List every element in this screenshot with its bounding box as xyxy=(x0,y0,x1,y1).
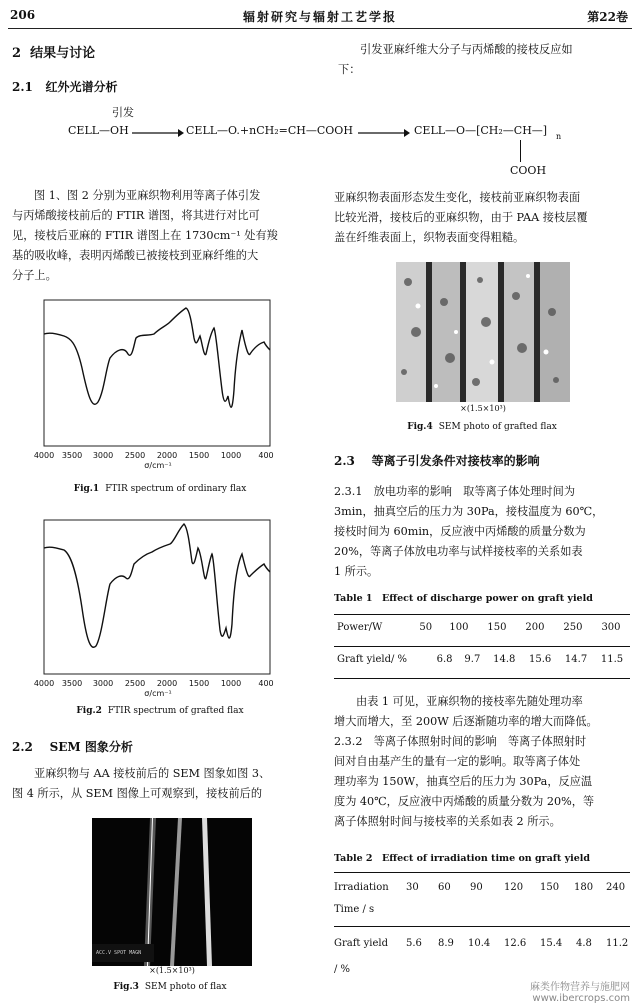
fig4-sem-fibers xyxy=(396,262,570,402)
fig1-tick: 2000 xyxy=(156,451,178,460)
table1-mid-rule xyxy=(334,646,630,647)
fig3-sem-image xyxy=(92,818,252,966)
initiator-label: 引发 xyxy=(112,106,134,119)
svg-text:ACC.V SPOT MAGN: ACC.V SPOT MAGN xyxy=(96,950,142,956)
table1-cell: 15.6 xyxy=(529,654,552,665)
fig2-tick: 3500 xyxy=(61,679,83,688)
text-line: 理功率为 150W，抽真空后的压力为 30Pa，反应温 xyxy=(334,775,593,788)
table2-cell: 150 xyxy=(540,882,560,893)
product-subscript: n xyxy=(556,132,562,141)
table2-cell: Time / s xyxy=(334,904,375,915)
text-line: 度为 40℃，反应液中丙烯酸的质量分数为 20%，等 xyxy=(334,795,595,808)
fig3-caption xyxy=(60,982,280,992)
table2-cell: 120 xyxy=(504,882,524,893)
table2-cell: 8.9 xyxy=(438,938,454,949)
table2-top-rule xyxy=(334,872,630,873)
fig2-caption-text: FTIR spectrum of grafted flax xyxy=(107,706,244,716)
text-line: 3min，抽真空后的压力为 30Pa，接枝温度为 60℃， xyxy=(334,505,604,518)
reaction-arrow-1 xyxy=(132,128,184,138)
text-line: 增大而增大，至 200W 后逐渐随功率的增大而降低。 xyxy=(334,715,598,728)
table1-cell: 6.8 xyxy=(436,654,453,665)
fig1-ftir-chart xyxy=(33,298,280,470)
fig1-spectrum xyxy=(44,308,270,407)
fig2-caption xyxy=(30,706,290,716)
header-rule xyxy=(8,28,632,29)
right-paragraph-4 xyxy=(334,692,630,832)
reaction-scheme xyxy=(0,104,640,184)
table1-cell: 14.8 xyxy=(493,654,516,665)
fig2-tick: 2500 xyxy=(124,679,146,688)
fig2-tick: 1500 xyxy=(188,679,210,688)
fig1-label: Fig.1 xyxy=(73,484,100,494)
fig4-scale: ×(1.5×10³) xyxy=(460,404,506,413)
text-line: 下： xyxy=(338,63,361,76)
fig3-caption-text: SEM photo of flax xyxy=(144,982,227,992)
section-number: 2 xyxy=(12,46,22,61)
text-line: 2.3.1 放电功率的影响 取等离子体处理时间为 xyxy=(334,485,576,498)
text-line: 与丙烯酸接枝前后的 FTIR 谱图，将其进行对比可 xyxy=(12,209,260,222)
table2-cell: 11.2 xyxy=(606,938,629,949)
table1-top-rule xyxy=(334,614,630,615)
fig2-ftir-chart xyxy=(33,518,280,698)
fig3-sem-fibers xyxy=(92,818,252,966)
table1-cell: 150 xyxy=(487,622,507,633)
fig1-frame xyxy=(44,300,270,446)
pendant-bond xyxy=(520,140,521,162)
text-line: 见，接枝后亚麻的 FTIR 谱图上在 1730cm⁻¹ 处有羧 xyxy=(12,229,278,242)
fig1-caption xyxy=(30,484,290,494)
s22-title: SEM 图象分析 xyxy=(49,740,133,754)
table1-cell: 9.7 xyxy=(464,654,481,665)
fig1-tick: 3500 xyxy=(61,451,83,460)
intermediate: CELL—O.+nCH₂=CH—COOH xyxy=(186,124,353,137)
s23-title: 等离子引发条件对接枝率的影响 xyxy=(371,454,540,468)
pendant-group: COOH xyxy=(510,164,547,177)
s22-number: 2.2 xyxy=(12,740,33,754)
text-line: 基的吸收峰，表明丙烯酸已被接枝到亚麻纤维的大 xyxy=(12,249,259,262)
table2-cell: Graft yield xyxy=(334,938,388,949)
text-line: 分子上。 xyxy=(12,269,57,282)
table2-cell: 4.8 xyxy=(576,938,592,949)
text-line: 盖在纤维表面上，织物表面变得粗糙。 xyxy=(334,231,525,244)
table2-cell: 240 xyxy=(606,882,626,893)
text-line: 2.3.2 等离子体照射时间的影响 等离子体照射时 xyxy=(334,735,587,748)
table2-cell: Irradiation xyxy=(334,882,389,893)
fig1-tick: 1500 xyxy=(188,451,210,460)
fig2-tick: 400 xyxy=(258,679,274,688)
table1-row2 xyxy=(334,654,630,665)
table2-cell: 30 xyxy=(406,882,419,893)
table2-cell: 10.4 xyxy=(468,938,491,949)
fig1-x-ticks xyxy=(34,451,274,460)
right-paragraph-2 xyxy=(334,188,630,248)
table1-cell: Graft yield/ % xyxy=(337,654,408,665)
table1-cell: 11.5 xyxy=(600,654,624,665)
left-paragraph-1 xyxy=(12,186,312,286)
text-line: 离子体照射时间与接枝率的关系如表 2 所示。 xyxy=(334,815,561,828)
subsection-2-1 xyxy=(12,78,117,95)
text-line: 引发亚麻纤维大分子与丙烯酸的接枝反应如 xyxy=(360,43,573,56)
table1-row xyxy=(334,622,630,633)
volume-label: 第22卷 xyxy=(587,10,628,24)
table1-cell: 14.7 xyxy=(564,654,588,665)
table2-mid-rule xyxy=(334,926,630,927)
table1-cell: 100 xyxy=(449,622,469,633)
fig1-tick: 400 xyxy=(258,451,274,460)
table1-row xyxy=(334,654,630,665)
fig2-xlabel: σ/cm⁻¹ xyxy=(144,689,172,698)
fig2-tick: 2000 xyxy=(156,679,178,688)
text-line: 图 4 所示，从 SEM 图像上可观察到，接枝前后的 xyxy=(12,787,263,800)
section-title: 结果与讨论 xyxy=(30,46,96,61)
table2-title: Table 2 Effect of irradiation time on graft yield xyxy=(334,853,591,864)
subsection-2-2 xyxy=(12,738,133,755)
fig2-tick: 3000 xyxy=(92,679,114,688)
text-line: 间对自由基产生的量有一定的影响。取等离子体处 xyxy=(334,755,581,768)
s23-number: 2.3 xyxy=(334,454,355,468)
text-line: 由表 1 可见，亚麻织物的接枝率先随处理功率 xyxy=(356,695,583,708)
fig2-tick: 4000 xyxy=(33,679,55,688)
table2-cell: 60 xyxy=(438,882,451,893)
text-line: 接枝时间为 60min，反应液中丙烯酸的质量分数为 xyxy=(334,525,586,538)
table1-cell: 50 xyxy=(419,622,433,633)
fig1-caption-text: FTIR spectrum of ordinary flax xyxy=(105,484,247,494)
fig1-tick: 3000 xyxy=(92,451,114,460)
fig1-tick: 4000 xyxy=(33,451,55,460)
fig4-caption-text: SEM photo of grafted flax xyxy=(438,422,557,432)
reaction-arrow-2 xyxy=(358,128,410,138)
table1-cell: 200 xyxy=(525,622,545,633)
subsection-2-3 xyxy=(334,452,540,469)
fig4-caption xyxy=(372,422,592,432)
fig2-label: Fig.2 xyxy=(76,706,102,716)
s21-title: 红外光谱分析 xyxy=(45,80,118,94)
text-line: 20%，等离子体放电功率与试样接枝率的关系如表 xyxy=(334,545,583,558)
table2-cell: 90 xyxy=(470,882,483,893)
text-line: 亚麻织物与 AA 接枝前后的 SEM 图象如图 3、 xyxy=(34,767,271,780)
fig3-scale: ×(1.5×10³) xyxy=(149,966,195,975)
table1-title: Table 1 Effect of discharge power on graft yield xyxy=(334,593,593,604)
s21-number: 2.1 xyxy=(12,80,33,94)
table1-bottom-rule xyxy=(334,678,630,679)
fig2-tick: 1000 xyxy=(220,679,242,688)
table2-cell: / % xyxy=(334,964,351,975)
fig1-xlabel: σ/cm⁻¹ xyxy=(144,461,172,470)
table1-cell: Power/W xyxy=(337,622,383,633)
table2-cell: 5.6 xyxy=(406,938,422,949)
table2-cell: 15.4 xyxy=(540,938,563,949)
watermark: 麻类作物营养与施肥网 www.ibercrops.com xyxy=(530,982,630,1004)
table2-cell: 180 xyxy=(574,882,594,893)
fig2-x-ticks xyxy=(34,679,274,688)
text-line: 亚麻织物表面形态发生变化，接枝前亚麻织物表面 xyxy=(334,191,581,204)
journal-title: 辐射研究与辐射工艺学报 xyxy=(242,10,397,24)
text-line: 比较光滑，接枝后的亚麻织物，由于 PAA 接枝层覆 xyxy=(334,211,588,224)
left-paragraph-2 xyxy=(12,764,312,804)
right-paragraph-3 xyxy=(334,482,630,582)
fig1-tick: 1000 xyxy=(220,451,242,460)
table1-cell: 250 xyxy=(563,622,583,633)
page-number: 206 xyxy=(10,8,36,22)
product: CELL—O—[CH₂—CH—] xyxy=(414,124,548,137)
fig4-sem-image xyxy=(396,262,570,402)
reactant: CELL—OH xyxy=(68,124,129,137)
fig1-tick: 2500 xyxy=(124,451,146,460)
right-paragraph-1 xyxy=(338,40,630,80)
fig3-label: Fig.3 xyxy=(113,982,139,992)
table1 xyxy=(334,622,630,633)
fig2-spectrum xyxy=(44,524,270,647)
section-heading xyxy=(12,42,95,61)
fig4-label: Fig.4 xyxy=(407,422,433,432)
text-line: 1 所示。 xyxy=(334,565,379,578)
table2-cell: 12.6 xyxy=(504,938,527,949)
text-line: 图 1、图 2 分别为亚麻织物利用等离子体引发 xyxy=(34,189,261,202)
table1-cell: 300 xyxy=(601,622,621,633)
fig2-frame xyxy=(44,520,270,674)
